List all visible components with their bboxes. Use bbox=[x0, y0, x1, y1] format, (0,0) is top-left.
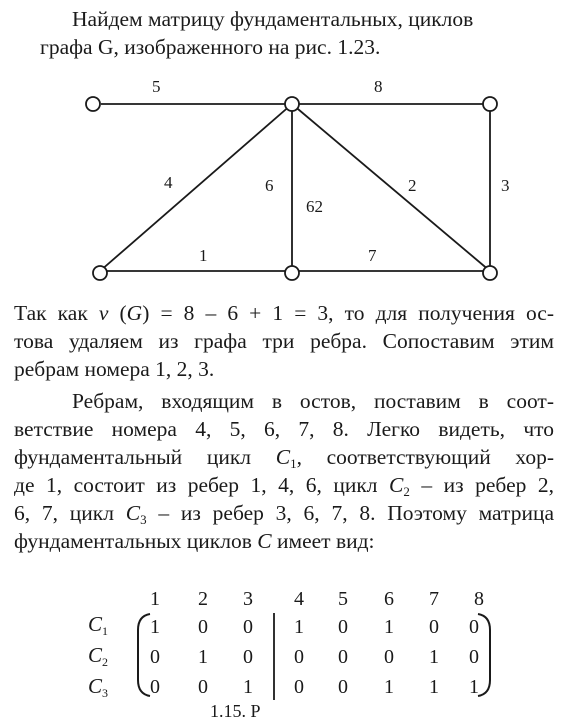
graph-figure bbox=[0, 0, 568, 290]
matrix-cell: 0 bbox=[469, 646, 479, 668]
matrix-cell: 0 bbox=[198, 616, 208, 638]
edge-label-1: 1 bbox=[199, 246, 208, 265]
vertex-left-top bbox=[86, 97, 100, 111]
matrix-cell: 0 bbox=[243, 616, 253, 638]
matrix-cell: 0 bbox=[469, 616, 479, 638]
para2-line-5: 6, 7, цикл $C_3$ – из ребер 3, 6, 7, 8. Поэтому матрица bbox=[14, 501, 554, 527]
para1-line-2: това удаляем из графа три ребра. Сопоставим этим bbox=[14, 329, 554, 353]
matrix-col-header: 4 bbox=[294, 588, 304, 610]
matrix-cell: 0 bbox=[338, 676, 348, 698]
matrix-col-header: 6 bbox=[384, 588, 394, 610]
matrix-col-header: 2 bbox=[198, 588, 208, 610]
intro-line-1: Найдем матрицу фундаментальных, циклов bbox=[72, 7, 474, 31]
vertex-left-bottom bbox=[93, 266, 107, 280]
matrix-cell: 1 bbox=[243, 676, 253, 698]
matrix-cell: 0 bbox=[338, 616, 348, 638]
edge-label-4: 4 bbox=[164, 173, 173, 192]
intro-line-2: графа G, изображенного на рис. 1.23. bbox=[40, 35, 381, 59]
matrix-cell: 0 bbox=[294, 676, 304, 698]
edge-label-62: 62 bbox=[306, 197, 323, 216]
edge-2 bbox=[292, 104, 490, 271]
matrix-cell: 1 bbox=[384, 676, 394, 698]
matrix-col-header: 7 bbox=[429, 588, 439, 610]
para2-line-4: де 1, состоит из ребер 1, 4, 6, цикл $C_2$ – из ребер 2, bbox=[14, 473, 555, 499]
matrix-row-label: $C_2$ bbox=[88, 643, 109, 669]
matrix-cell: 1 bbox=[469, 676, 479, 698]
matrix-cell: 0 bbox=[429, 616, 439, 638]
vertex-center-top bbox=[285, 97, 299, 111]
edge-4 bbox=[100, 104, 292, 271]
matrix-row-label: $C_3$ bbox=[88, 674, 109, 700]
matrix-cell: 1 bbox=[384, 616, 394, 638]
matrix-cell: 0 bbox=[338, 646, 348, 668]
para2-line-2: ветствие номера 4, 5, 6, 7, 8. Легко видеть, что bbox=[14, 417, 554, 441]
vertex-right-bottom bbox=[483, 266, 497, 280]
edge-label-8: 8 bbox=[374, 77, 383, 96]
edge-label-7: 7 bbox=[368, 246, 377, 265]
matrix-cell: 0 bbox=[243, 646, 253, 668]
edge-label-3: 3 bbox=[501, 176, 510, 195]
para1-line-3: ребрам номера 1, 2, 3. bbox=[14, 357, 215, 381]
vertex-right-top bbox=[483, 97, 497, 111]
matrix-cell: 0 bbox=[294, 646, 304, 668]
matrix-cell: 1 bbox=[150, 616, 160, 638]
para2-line-6: фундаментальных циклов C имеет вид: bbox=[14, 529, 375, 553]
matrix-cell: 0 bbox=[198, 676, 208, 698]
edge-label-2: 2 bbox=[408, 176, 417, 195]
edge-label-5: 5 bbox=[152, 77, 161, 96]
matrix-col-header: 5 bbox=[338, 588, 348, 610]
matrix-cell: 1 bbox=[294, 616, 304, 638]
matrix-cell: 0 bbox=[150, 646, 160, 668]
matrix-cell: 0 bbox=[150, 676, 160, 698]
footer-fragment: 1.15. Р bbox=[210, 701, 261, 721]
matrix-col-header: 3 bbox=[243, 588, 253, 610]
matrix-row-label: $C_1$ bbox=[88, 612, 109, 638]
matrix-cell: 1 bbox=[429, 676, 439, 698]
vertex-center-bottom bbox=[285, 266, 299, 280]
matrix-col-header: 8 bbox=[474, 588, 484, 610]
matrix-cell: 1 bbox=[198, 646, 208, 668]
matrix-cell: 0 bbox=[384, 646, 394, 668]
para1-line-1: Так как ν (G) = 8 – 6 + 1 = 3, то для получения ос- bbox=[14, 301, 554, 325]
matrix-cell: 1 bbox=[429, 646, 439, 668]
matrix-col-header: 1 bbox=[150, 588, 160, 610]
para2-line-1: Ребрам, входящим в остов, поставим в соот- bbox=[72, 389, 554, 413]
edge-label-6: 6 bbox=[265, 176, 274, 195]
para2-line-3: фундаментальный цикл $C_1$, соответствующий хор- bbox=[14, 445, 554, 471]
